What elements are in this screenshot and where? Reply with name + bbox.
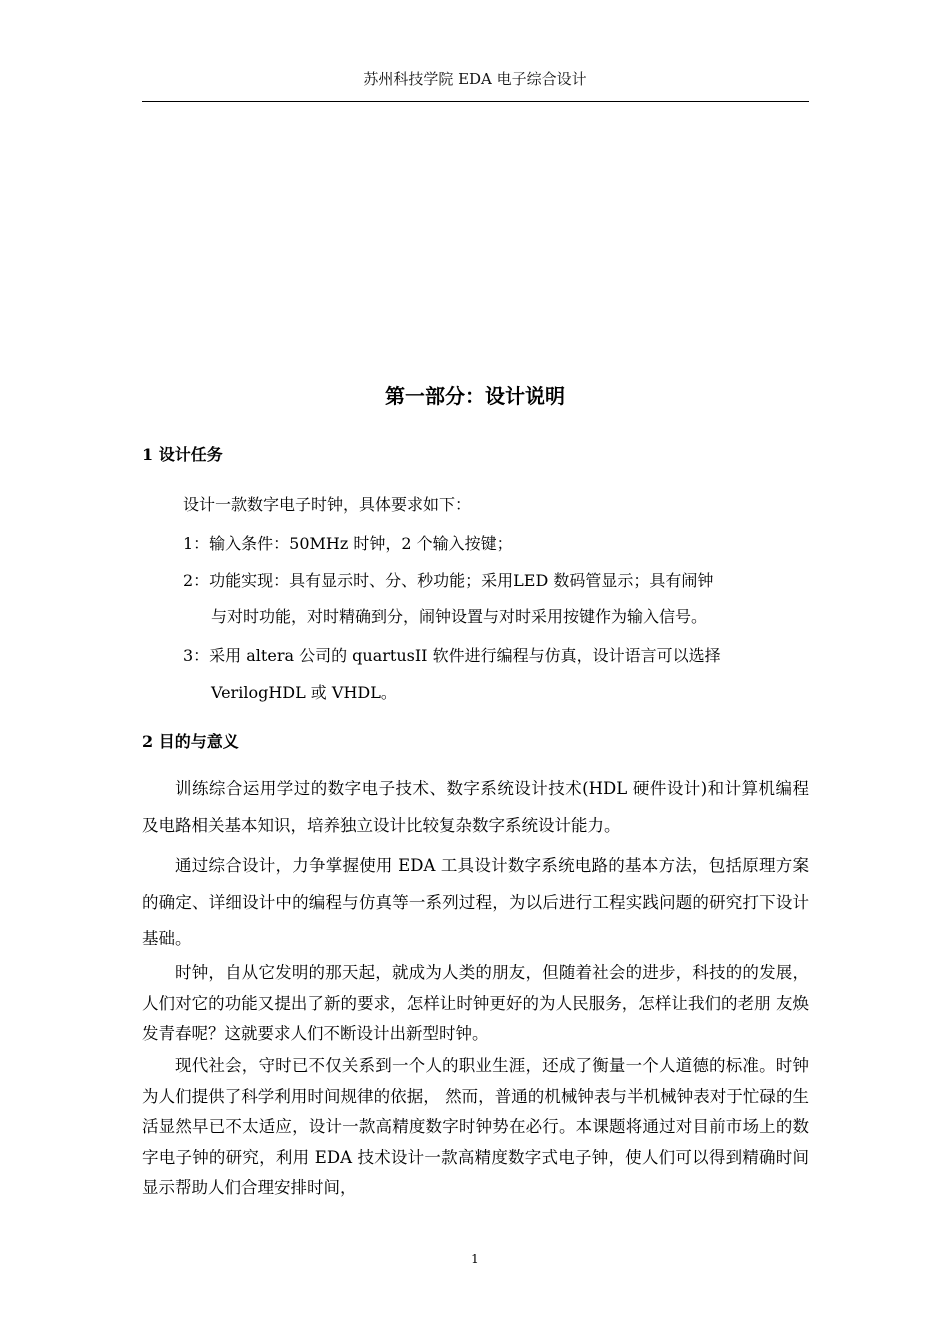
page-number: 1 (471, 1252, 479, 1266)
section-1-heading (142, 444, 223, 466)
requirement-item-continued: VerilogHDL 或 VHDL。 (211, 683, 397, 702)
requirement-item-continued: 与对时功能，对时精确到分，闹钟设置与对时采用按键作为输入信号。 (211, 607, 708, 626)
requirement-item: 3：采用 altera 公司的 quartusII 软件进行编程与仿真，设计语言可以选择 (183, 646, 721, 665)
requirement-item: 1：输入条件：50MHz 时钟，2 个输入按键； (183, 534, 513, 553)
requirements-intro: 设计一款数字电子时钟，具体要求如下： (183, 495, 472, 514)
body-paragraph: 时钟，自从它发明的那天起，就成为人类的朋友，但随着社会的进步，科技的的发展，人们对它的功能又提出了新的要求，怎样让时钟更好的为人民服务，怎样让我们的老朋 友焕发青春呢？这就要求人们不断设计出新型时钟。 (142, 963, 809, 1043)
running-header: 苏州科技学院 EDA 电子综合设计 (363, 70, 587, 88)
section-1-label: 设计任务 (158, 445, 223, 464)
section-2-number: 2 (142, 732, 154, 751)
section-2-label: 目的与意义 (158, 732, 239, 751)
body-paragraph: 现代社会，守时已不仅关系到一个人的职业生涯，还成了衡量一个人道德的标准。时钟为人们提供了科学利用时间规律的依据， 然而，普通的机械钟表与半机械钟表对于忙碌的生活显然早已不太适应，设计一款高精度数字时钟势在必行。本课题将通过对目前市场上的数字电子钟的研究，利用 EDA 技术设计一款高精度数字式电子钟，使人们可以得到精确时间显示帮助人们合理安排时间， (142, 1056, 809, 1197)
requirement-item: 2：功能实现：具有显示时、分、秒功能；采用LED 数码管显示；具有闹钟 (183, 571, 714, 590)
header-rule (142, 101, 809, 102)
section-2-heading (142, 731, 239, 753)
body-paragraph: 通过综合设计，力争掌握使用 EDA 工具设计数字系统电路的基本方法，包括原理方案的确定、详细设计中的编程与仿真等一系列过程，为以后进行工程实践问题的研究打下设计基础。 (142, 856, 809, 949)
body-paragraph: 训练综合运用学过的数字电子技术、数字系统设计技术(HDL 硬件设计)和计算机编程及电路相关基本知识，培养独立设计比较复杂数字系统设计能力。 (142, 779, 809, 835)
section-1-number: 1 (142, 445, 154, 464)
part-title: 第一部分：设计说明 (385, 384, 565, 408)
